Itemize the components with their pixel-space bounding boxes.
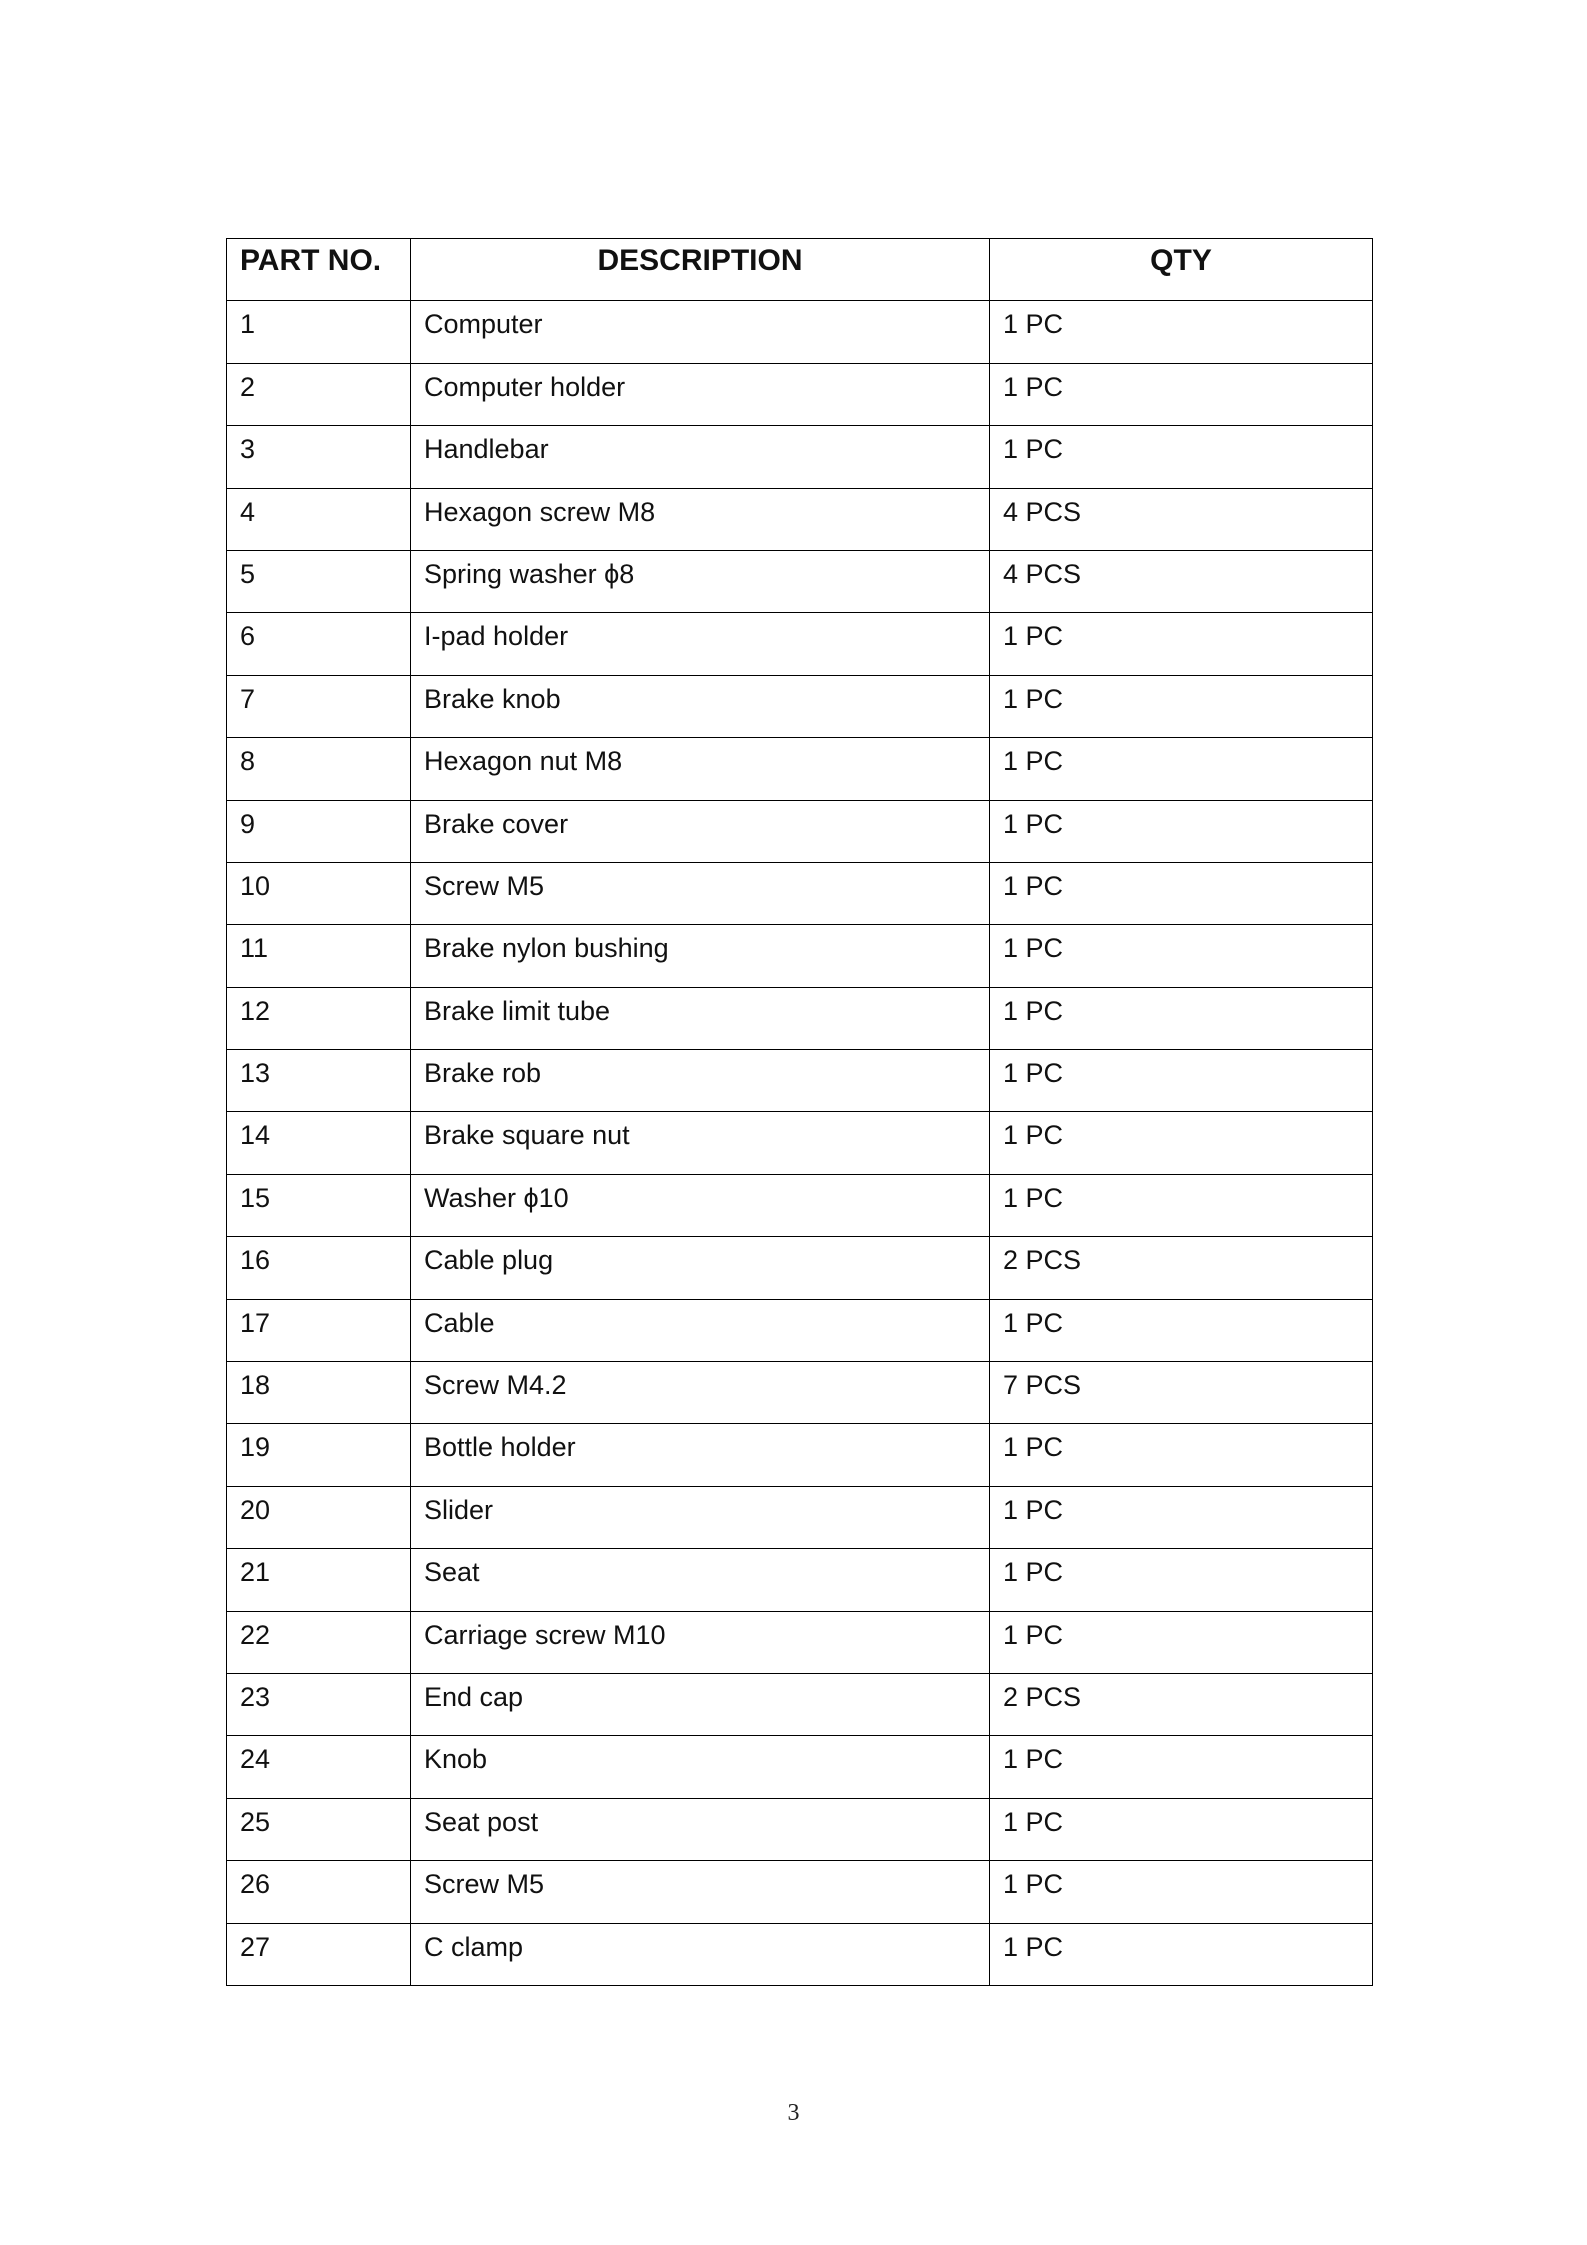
part-number-cell: 10 (227, 862, 411, 924)
table-row (227, 1611, 1373, 1673)
quantity-cell: 2 PCS (990, 1673, 1373, 1735)
table-body (227, 301, 1373, 1986)
quantity-cell: 1 PC (990, 1861, 1373, 1923)
table-row (227, 1798, 1373, 1860)
table-row (227, 1299, 1373, 1361)
quantity-cell: 1 PC (990, 738, 1373, 800)
table-row (227, 613, 1373, 675)
quantity-cell: 1 PC (990, 1923, 1373, 1985)
quantity-cell: 1 PC (990, 613, 1373, 675)
table-row (227, 987, 1373, 1049)
table-row (227, 1050, 1373, 1112)
table-row (227, 301, 1373, 363)
table-row (227, 1174, 1373, 1236)
part-number-cell: 1 (227, 301, 411, 363)
part-number-cell: 15 (227, 1174, 411, 1236)
table-row (227, 1424, 1373, 1486)
quantity-cell: 1 PC (990, 675, 1373, 737)
description-cell: Bottle holder (411, 1424, 990, 1486)
description-cell: Seat post (411, 1798, 990, 1860)
part-number-cell: 22 (227, 1611, 411, 1673)
description-cell: Brake limit tube (411, 987, 990, 1049)
quantity-cell: 1 PC (990, 862, 1373, 924)
quantity-cell: 1 PC (990, 1299, 1373, 1361)
table-row (227, 1673, 1373, 1735)
description-cell: Brake knob (411, 675, 990, 737)
quantity-cell: 1 PC (990, 925, 1373, 987)
part-number-cell: 27 (227, 1923, 411, 1985)
description-cell: Screw M5 (411, 862, 990, 924)
part-number-cell: 19 (227, 1424, 411, 1486)
table-row (227, 1861, 1373, 1923)
description-cell: C clamp (411, 1923, 990, 1985)
header-part-no: PART NO. (227, 239, 411, 301)
description-cell: Computer (411, 301, 990, 363)
page-number: 3 (787, 2100, 800, 2126)
description-cell: Brake nylon bushing (411, 925, 990, 987)
part-number-cell: 26 (227, 1861, 411, 1923)
description-cell: I-pad holder (411, 613, 990, 675)
part-number-cell: 6 (227, 613, 411, 675)
part-number-cell: 13 (227, 1050, 411, 1112)
table-row (227, 1486, 1373, 1548)
description-cell: Knob (411, 1736, 990, 1798)
quantity-cell: 7 PCS (990, 1362, 1373, 1424)
part-number-cell: 2 (227, 363, 411, 425)
header-description: DESCRIPTION (411, 239, 990, 301)
quantity-cell: 1 PC (990, 1549, 1373, 1611)
part-number-cell: 23 (227, 1673, 411, 1735)
quantity-cell: 1 PC (990, 1112, 1373, 1174)
parts-list-table (226, 238, 1373, 1986)
quantity-cell: 1 PC (990, 1798, 1373, 1860)
description-cell: Cable (411, 1299, 990, 1361)
table-row (227, 550, 1373, 612)
part-number-cell: 8 (227, 738, 411, 800)
table-row (227, 925, 1373, 987)
description-cell: Spring washer ϕ8 (411, 550, 990, 612)
quantity-cell: 1 PC (990, 800, 1373, 862)
part-number-cell: 11 (227, 925, 411, 987)
quantity-cell: 1 PC (990, 1736, 1373, 1798)
quantity-cell: 1 PC (990, 987, 1373, 1049)
description-cell: Washer ϕ10 (411, 1174, 990, 1236)
part-number-cell: 17 (227, 1299, 411, 1361)
part-number-cell: 18 (227, 1362, 411, 1424)
table-row (227, 1923, 1373, 1985)
description-cell: Hexagon nut M8 (411, 738, 990, 800)
description-cell: End cap (411, 1673, 990, 1735)
description-cell: Hexagon screw M8 (411, 488, 990, 550)
part-number-cell: 24 (227, 1736, 411, 1798)
part-number-cell: 4 (227, 488, 411, 550)
table-row (227, 1112, 1373, 1174)
part-number-cell: 25 (227, 1798, 411, 1860)
table-row (227, 800, 1373, 862)
part-number-cell: 7 (227, 675, 411, 737)
quantity-cell: 1 PC (990, 1050, 1373, 1112)
quantity-cell: 1 PC (990, 1611, 1373, 1673)
description-cell: Cable plug (411, 1237, 990, 1299)
quantity-cell: 4 PCS (990, 488, 1373, 550)
quantity-cell: 1 PC (990, 1174, 1373, 1236)
part-number-cell: 3 (227, 426, 411, 488)
table-row (227, 1362, 1373, 1424)
quantity-cell: 1 PC (990, 1424, 1373, 1486)
description-cell: Brake square nut (411, 1112, 990, 1174)
table-row (227, 488, 1373, 550)
description-cell: Screw M5 (411, 1861, 990, 1923)
table-row (227, 1549, 1373, 1611)
description-cell: Computer holder (411, 363, 990, 425)
quantity-cell: 2 PCS (990, 1237, 1373, 1299)
quantity-cell: 1 PC (990, 1486, 1373, 1548)
description-cell: Brake cover (411, 800, 990, 862)
table-row (227, 426, 1373, 488)
part-number-cell: 14 (227, 1112, 411, 1174)
description-cell: Seat (411, 1549, 990, 1611)
description-cell: Brake rob (411, 1050, 990, 1112)
description-cell: Slider (411, 1486, 990, 1548)
description-cell: Carriage screw M10 (411, 1611, 990, 1673)
part-number-cell: 20 (227, 1486, 411, 1548)
part-number-cell: 16 (227, 1237, 411, 1299)
part-number-cell: 9 (227, 800, 411, 862)
table-header-row (227, 239, 1373, 301)
table-row (227, 1736, 1373, 1798)
quantity-cell: 1 PC (990, 426, 1373, 488)
table-row (227, 675, 1373, 737)
quantity-cell: 1 PC (990, 363, 1373, 425)
part-number-cell: 12 (227, 987, 411, 1049)
description-cell: Screw M4.2 (411, 1362, 990, 1424)
table-row (227, 363, 1373, 425)
quantity-cell: 4 PCS (990, 550, 1373, 612)
table-row (227, 862, 1373, 924)
description-cell: Handlebar (411, 426, 990, 488)
table-row (227, 738, 1373, 800)
quantity-cell: 1 PC (990, 301, 1373, 363)
table-row (227, 1237, 1373, 1299)
part-number-cell: 5 (227, 550, 411, 612)
part-number-cell: 21 (227, 1549, 411, 1611)
header-qty: QTY (990, 239, 1373, 301)
